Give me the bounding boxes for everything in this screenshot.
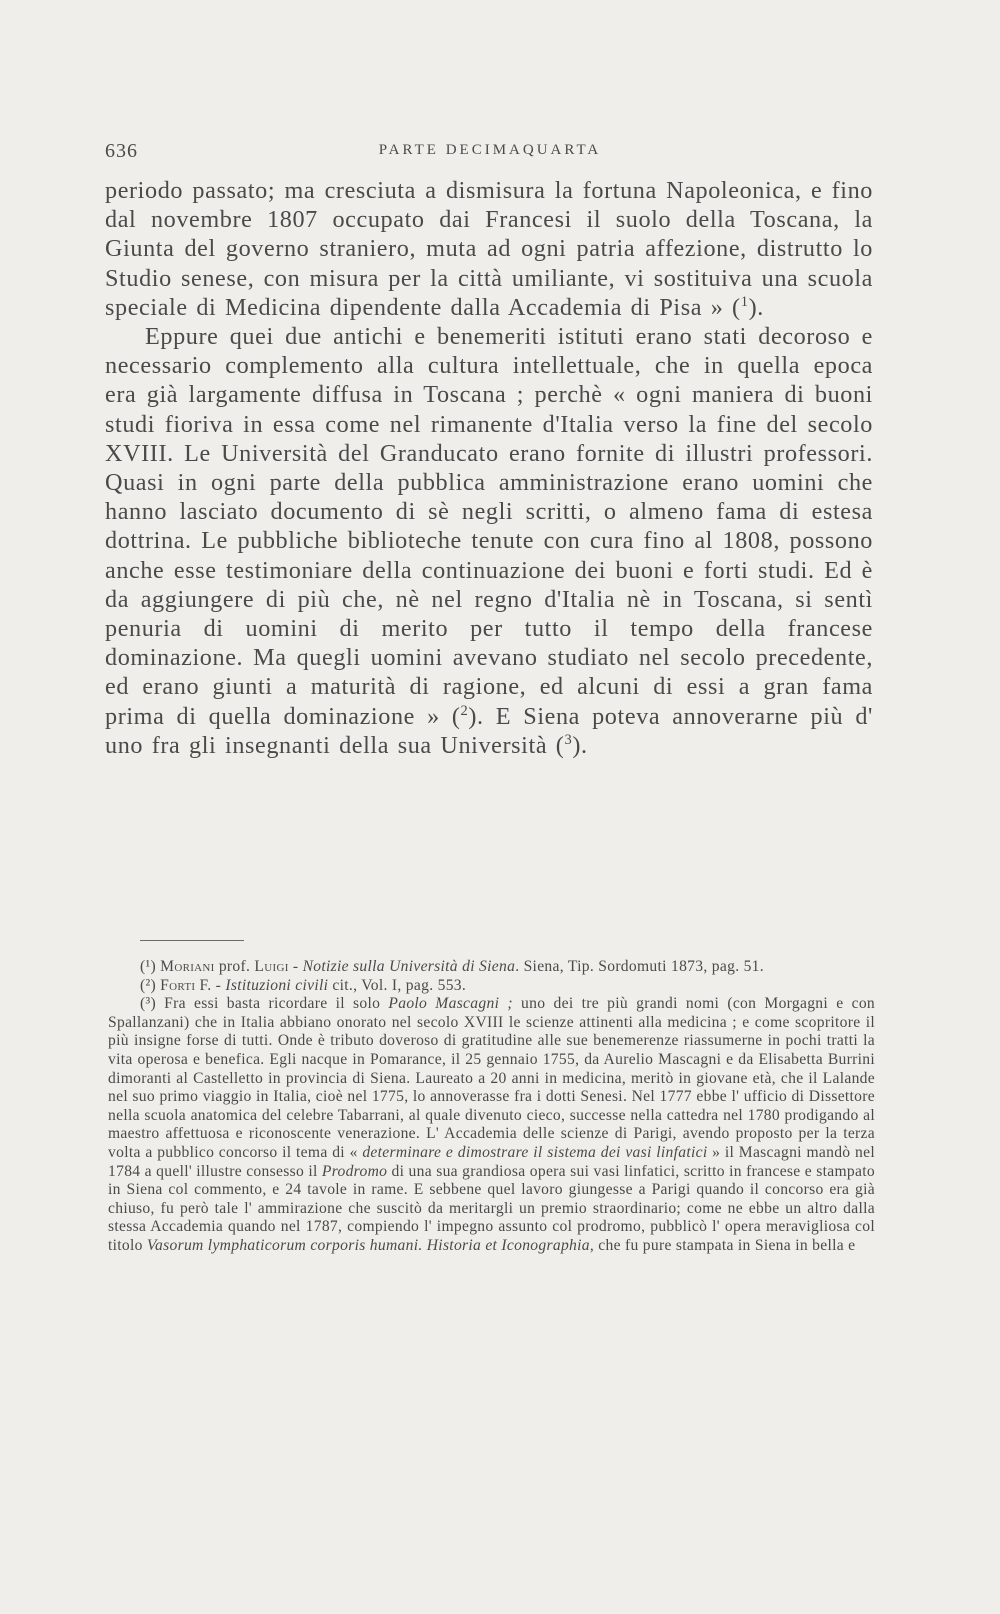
footnote-separator	[140, 940, 244, 941]
footnotes	[108, 958, 875, 1256]
page-header	[105, 140, 875, 164]
footnote-ref: 1	[740, 293, 749, 310]
footnote-ref: 3	[564, 731, 573, 748]
footnote-ref: 2	[460, 702, 469, 719]
footnote-2: (²) Forti F. - Istituzioni civili cit., Vol. I, pag. 553.	[140, 976, 467, 994]
footnote-3: (³) Fra essi basta ricordare il solo Paolo Mascagni ; uno dei tre più grandi nomi (con Morgagni e con Spallanzani) che in Italia abbiano onorato nel secolo XVIII le scienze attinenti alla medicina ; e come scopritore il più insigne forse di tutti. Onde è tributo doveroso di gratitudine alle sue benemerenze riassumerne in pochi tratti la vita operosa e benefica. Egli nacque in Pomarance, il 25 gennaio 1755, da Aurelio Mascagni e da Elisabetta Burrini dimoranti al Castelletto in provincia di Siena. Laureato a 20 anni in medicina, meritò in giovane età, che il Lalande nel suo primo viaggio in Italia, cioè nel 1775, lo annoverasse fra i dotti Senesi. Nel 1777 ebbe l' ufficio di Dissettore nella scuola anatomica del celebre Tabarrani, al quale divenuto cieco, successe nella cattedra nel 1780 prodigando al maestro affettuosa e riconoscente venerazione. L' Accademia delle scienze di Parigi, avendo proposto per la terza volta a pubblico concorso il tema di « determinare e dimostrare il sistema dei vasi linfatici » il Mascagni mandò nel 1784 a quell' illustre consesso il Prodromo di una sua grandiosa opera sui vasi linfatici, scritto in francese e stampato in Siena col commento, e 24 tavole in rame. E sebbene quel lavoro giungesse a Parigi quando il concorso era già chiuso, fu però tale l' ammirazione che suscitò da meritargli un premio straordinario; come ne ebbe un altro dalla stessa Accademia quando nel 1787, compiendo l' impegno assunto col prodromo, pubblicò l' opera meravigliosa col titolo Vasorum lymphaticorum corporis humani. Historia et Iconographia, che fu pure stampata in Siena in bella e	[108, 995, 876, 1254]
running-head: PARTE DECIMAQUARTA	[378, 142, 602, 158]
footnote-1: (¹) Moriani prof. Luigi - Notizie sulla Università di Siena. Siena, Tip. Sordomuti 1873, pag. 51.	[140, 958, 764, 975]
main-text	[105, 176, 873, 760]
paragraph-continuation: periodo passato; ma cresciuta a dismisura la fortuna Napoleonica, e fino dal novembre 1807 occupato dai Francesi il suolo della Toscana, la Giunta del governo straniero, muta ad ogni patria affezione, distrutto lo Studio senese, con misura per la città umiliante, vi sostituiva una scuola speciale di Medicina dipendente dalla Accademia di Pisa » ($^1$).	[105, 177, 873, 321]
page-number: 636	[105, 140, 138, 162]
paragraph-eppure: Eppure quei due antichi e benemeriti istituti erano stati decoroso e necessario complemento alla cultura intellettuale, che in quella epoca era già largamente diffusa in Toscana ; perchè « ogni maniera di buoni studi fioriva in essa come nel rimanente d'Italia verso la fine del secolo XVIII. Le Università del Granducato erano fornite di illustri professori. Quasi in ogni parte della pubblica amministrazione erano uomini che hanno lasciato documento di sè negli scritti, o almeno fama di estesa dottrina. Le pubbliche biblioteche tenute con cura fino al 1808, possono anche esse testimoniare della continuazione dei buoni e forti studi. Ed è da aggiungere di più che, nè nel regno d'Italia nè in Toscana, si sentì penuria di uomini di merito per tutto il tempo della francese dominazione. Ma quegli uomini avevano studiato nel secolo precedente, ed erano giunti a maturità di ragione, ed alcuni di essi a gran fama prima di quella dominazione » ($^2$). E Siena poteva annoverarne più d' uno fra gli insegnanti della sua Università ($^3$).	[105, 323, 873, 759]
